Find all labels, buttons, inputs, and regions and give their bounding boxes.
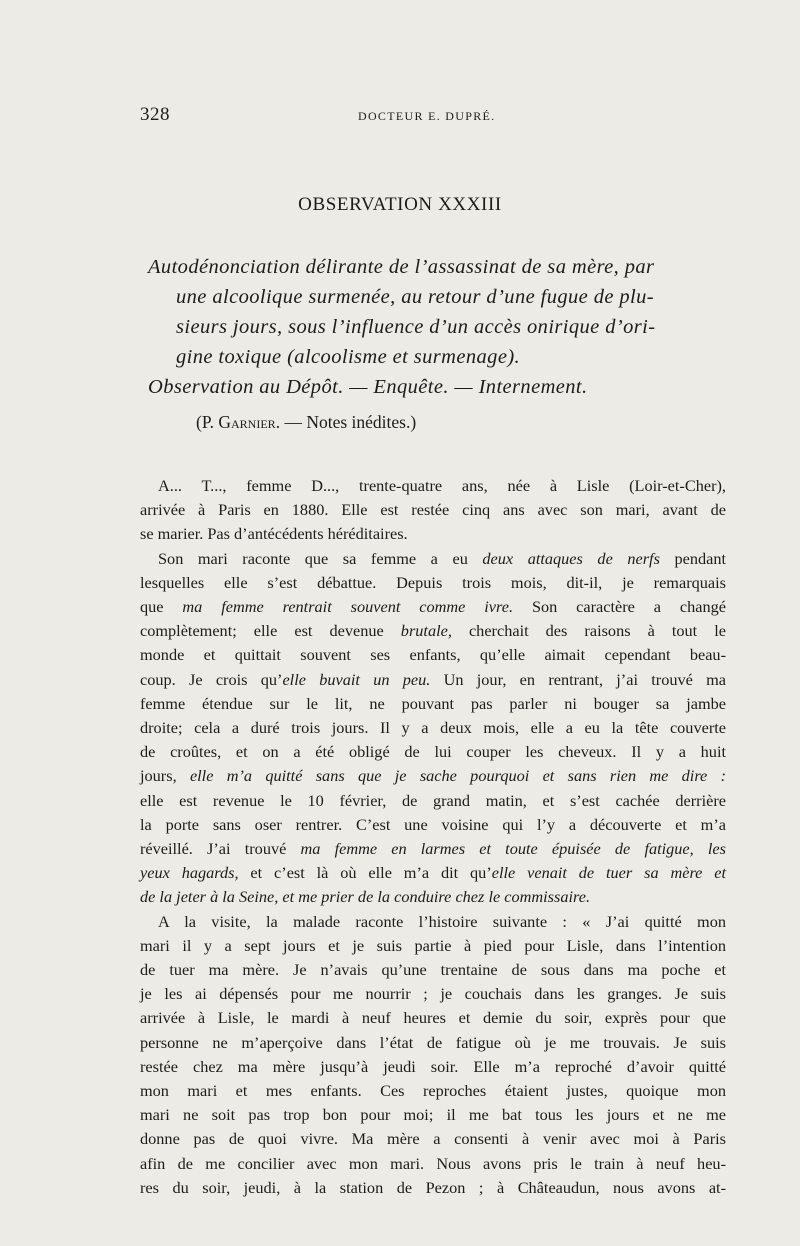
text-run: complètement; elle est devenue [140,621,401,641]
text-line: res du soir, jeudi, à la station de Pezon ; à Châteaudun, nous avons at- [140,1177,726,1197]
text-line: se marier. Pas d’antécédents héréditaires. [140,524,408,544]
italic-run: ma femme en larmes et toute épuisée de fatigue, les [300,839,726,859]
italic-run: elle buvait un peu. [282,669,431,689]
text-line: je les ai dépensés pour me nourrir ; je couchais dans les granges. Je suis [140,984,726,1004]
text-line: personne ne m’aperçoive dans l’état de fatigue où je me trouvais. Je suis [140,1032,726,1052]
text-line [140,885,726,909]
summary-line: Observation au Dépôt. — Enquête. — Internement. [148,376,588,398]
italic-run: deux attaques de nerfs [482,548,660,568]
text-line: arrivée à Paris en 1880. Elle est restée cinq ans avec son mari, avant de [140,500,726,520]
source-open: (P. [196,412,219,432]
summary-line: gine toxique (alcoolisme et surmenage). [176,346,521,368]
source-rest: . — Notes inédites.) [275,412,417,432]
summary-line: Autodénonciation délirante de l’assassinat de sa mère, par [148,256,655,278]
source-note [196,412,416,433]
text-line [140,595,726,619]
text-line: femme étendue sur le lit, ne pouvant pas parler ni bouger sa jambe [140,693,726,713]
text-line: arrivée à Lisle, le mardi à neuf heures et demie du soir, exprès pour que [140,1008,726,1028]
source-author: Garnier [218,412,276,432]
text-run: et c’est là où elle m’a dit qu’ [238,863,492,883]
text-line: de tuer ma mère. Je n’avais qu’une trentaine de sous dans ma poche et [140,960,726,980]
text-line [140,547,726,571]
text-run: que [140,597,183,617]
italic-run: elle venait de tuer sa mère et [491,863,727,883]
text-run: coup. Je crois qu’ [140,669,283,689]
text-line: la porte sans oser rentrer. C’est une voisine qui l’y a découverte et m’a [140,814,726,834]
text-run: réveillé. J’ai trouvé [140,839,301,859]
text-line: droite; cela a duré trois jours. Il y a deux mois, elle a eu la tête couverte [140,718,726,738]
italic-run: brutale, [400,621,452,641]
summary-line: une alcoolique surmenée, au retour d’une fugue de plu- [176,286,654,308]
running-head: DOCTEUR E. DUPRÉ. [358,109,496,123]
text-line: monde et quittait souvent ses enfants, qu’elle aimait cependant beau- [140,645,726,665]
text-line [140,619,726,643]
text-line: lesquelles elle s’est débattue. Depuis trois mois, dit-il, je remarquais [140,572,726,592]
text-run: Son caractère a changé [513,597,727,617]
text-line: mon mari et mes enfants. Ces reproches étaient justes, quoique mon [140,1081,726,1101]
text-line: elle est revenue le 10 février, de grand matin, et s’est cachée derrière [140,790,726,810]
text-line: afin de me concilier avec mon mari. Nous avons pris le train à neuf heu- [140,1153,726,1173]
text-run: jours, [140,766,190,786]
summary-line: sieurs jours, sous l’influence d’un accès onirique d’ori- [176,316,656,338]
page-number: 328 [140,104,170,125]
text-line: mari il y a sept jours et je suis partie à pied pour Lisle, dans l’intention [140,935,726,955]
italic-run: ma femme rentrait souvent comme ivre. [182,597,514,617]
italic-run: elle m’a quitté sans que je sache pourquoi et sans rien me dire : [189,766,727,786]
text-line: de croûtes, et on a été obligé de lui couper les cheveux. Il y a huit [140,742,726,762]
text-line: donne pas de quoi vivre. Ma mère a consenti à venir avec moi à Paris [140,1129,726,1149]
text-line: A la visite, la malade raconte l’histoire suivante : « J’ai quitté mon [158,911,726,931]
observation-title: OBSERVATION XXXIII [298,194,502,215]
observation-summary [148,252,748,402]
page-header [140,104,726,132]
text-line [140,837,726,861]
body-text [140,474,726,1200]
italic-run: yeux hagards, [140,863,239,883]
text-line [140,764,726,788]
text-run: pendant [659,548,727,568]
italic-run: de la jeter à la Seine, et me prier de la conduire chez le commissaire. [140,887,591,907]
text-line: restée chez ma mère jusqu’à jeudi soir. Elle m’a reproché d’avoir quitté [140,1056,726,1076]
text-run: Son mari raconte que sa femme a eu [158,548,483,568]
text-run: cherchait des raisons à tout le [451,621,727,641]
text-line [140,861,726,885]
text-line: mari ne soit pas trop bon pour moi; il me bat tous les jours et ne me [140,1105,726,1125]
text-line: A... T..., femme D..., trente-quatre ans, née à Lisle (Loir-et-Cher), [158,476,726,495]
text-line [140,668,726,692]
text-run: Un jour, en rentrant, j’ai trouvé ma [430,669,727,689]
